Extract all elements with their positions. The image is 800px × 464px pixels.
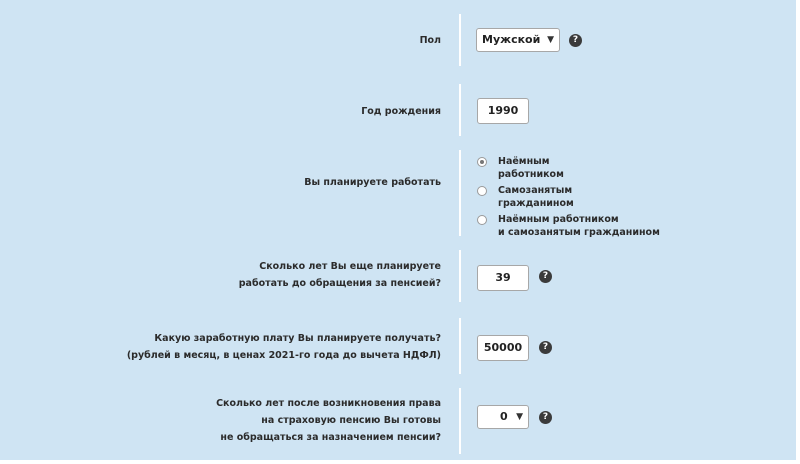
years-to-work-input[interactable]: 39 bbox=[477, 265, 529, 291]
chevron-down-icon: ▼ bbox=[516, 412, 523, 422]
help-icon[interactable]: ? bbox=[539, 411, 552, 424]
deferral-years-select[interactable] bbox=[477, 405, 529, 429]
row-divider bbox=[459, 388, 461, 454]
work-type-label: Вы планируете работать bbox=[304, 177, 441, 188]
radio-label: Самозанятым гражданином bbox=[498, 185, 574, 209]
salary-label: Какую заработную плату Вы планируете получать? (рублей в месяц, в ценах 2021-го года до вычета НДФЛ) bbox=[126, 333, 441, 361]
deferral-years-label: Сколько лет после возникновения права на страховую пенсию Вы готовы не обращаться за назначением пенсии? bbox=[216, 398, 441, 443]
row-divider bbox=[459, 84, 461, 136]
radio-button[interactable] bbox=[477, 157, 487, 167]
gender-label: Пол bbox=[419, 35, 441, 46]
deferral-years-select-value: 0 bbox=[500, 410, 508, 423]
row-divider bbox=[459, 318, 461, 374]
radio-label: Наёмным работником bbox=[498, 156, 564, 180]
radio-label: Наёмным работником и самозанятым гражданином bbox=[498, 214, 660, 238]
years-to-work-label: Сколько лет Вы еще планируете работать до обращения за пенсией? bbox=[238, 261, 441, 289]
row-divider bbox=[459, 14, 461, 66]
chevron-down-icon: ▼ bbox=[547, 35, 554, 45]
birth-year-input[interactable]: 1990 bbox=[477, 98, 529, 124]
help-icon[interactable]: ? bbox=[569, 34, 582, 47]
radio-button[interactable] bbox=[477, 215, 487, 225]
row-divider bbox=[459, 250, 461, 302]
row-divider bbox=[459, 150, 461, 236]
salary-input[interactable]: 50000 bbox=[477, 335, 529, 361]
gender-select-value: Мужской bbox=[482, 33, 541, 46]
help-icon[interactable]: ? bbox=[539, 341, 552, 354]
birth-year-label: Год рождения bbox=[361, 106, 441, 117]
help-icon[interactable]: ? bbox=[539, 270, 552, 283]
radio-button[interactable] bbox=[477, 186, 487, 196]
gender-select[interactable] bbox=[476, 28, 560, 52]
